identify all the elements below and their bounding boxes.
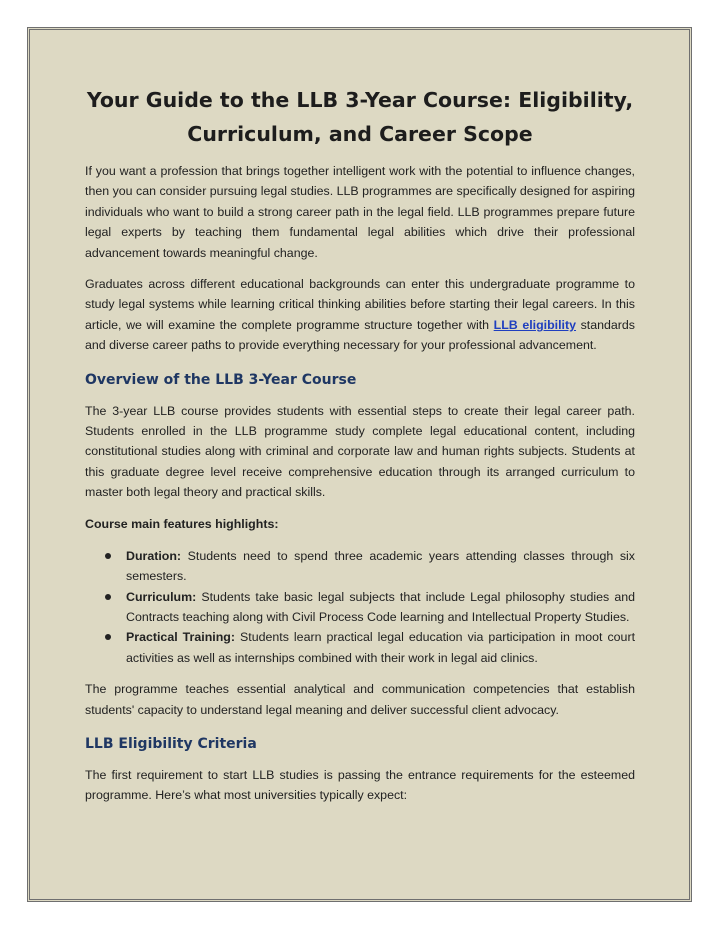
llb-eligibility-link[interactable]: LLB eligibility bbox=[493, 317, 577, 332]
features-list bbox=[85, 546, 635, 668]
bullet-icon bbox=[105, 634, 111, 640]
programme-paragraph bbox=[85, 274, 635, 356]
feature-text: Students learn practical legal education via participation in moot court activities as well as internships combined with their work in legal aid clinics. bbox=[126, 630, 636, 665]
eligibility-paragraph: The first requirement to start LLB studies is passing the entrance requirements for the esteemed programme. Here’s what most universities typically expect: bbox=[85, 767, 635, 803]
list-item bbox=[85, 546, 635, 587]
overview-paragraph: The 3-year LLB course provides students with essential steps to create their legal career path. Students enrolled in the LLB programme study complete legal educational content, including constitutional studies along with criminal and corporate law and human rights subjects. Students at this graduate degree level receive comprehensive education through its arranged curriculum to master both legal theory and practical skills. bbox=[85, 403, 635, 500]
list-item bbox=[85, 587, 635, 628]
document-content bbox=[85, 83, 635, 817]
overview-closing-paragraph: The programme teaches essential analytical and communication competencies that establish students' capacity to understand legal meaning and deliver successful client advocacy. bbox=[85, 682, 635, 717]
feature-term: Duration: bbox=[126, 548, 182, 563]
eligibility-heading: LLB Eligibility Criteria bbox=[85, 735, 257, 752]
feature-text: Students need to spend three academic years attending classes through six semesters. bbox=[126, 548, 635, 584]
feature-term: Curriculum: bbox=[126, 589, 197, 604]
bullet-icon bbox=[105, 553, 111, 559]
intro-paragraph: If you want a profession that brings together intelligent work with the potential to influence changes, then you can consider pursuing legal studies. LLB programmes are specifically designed for aspiring individuals who want to build a strong career path in the legal field. LLB programmes prepare future legal experts by teaching them fundamental legal abilities which drive their professional advancement towards meaningful change. bbox=[85, 164, 635, 260]
feature-text: Students take basic legal subjects that include Legal philosophy studies and Contracts teaching along with Civil Process Code learning and Intellectual Property Studies. bbox=[126, 589, 635, 624]
document-title: Your Guide to the LLB 3-Year Course: Eligibility, Curriculum, and Career Scope bbox=[86, 88, 634, 146]
programme-paragraph-text-start: Graduates across different educational backgrounds can enter this undergraduate programme to study legal systems while learning critical thinking abilities before starting their legal careers. In this article, we will examine the complete programme structure together with bbox=[85, 277, 635, 332]
overview-heading: Overview of the LLB 3-Year Course bbox=[85, 371, 357, 388]
bullet-icon bbox=[105, 594, 111, 600]
programme-paragraph-text-end: standards and diverse career paths to provide everything necessary for your professional advancement. bbox=[85, 317, 636, 353]
features-heading: Course main features highlights: bbox=[85, 516, 279, 531]
feature-term: Practical Training: bbox=[126, 630, 235, 645]
list-item bbox=[85, 627, 635, 668]
